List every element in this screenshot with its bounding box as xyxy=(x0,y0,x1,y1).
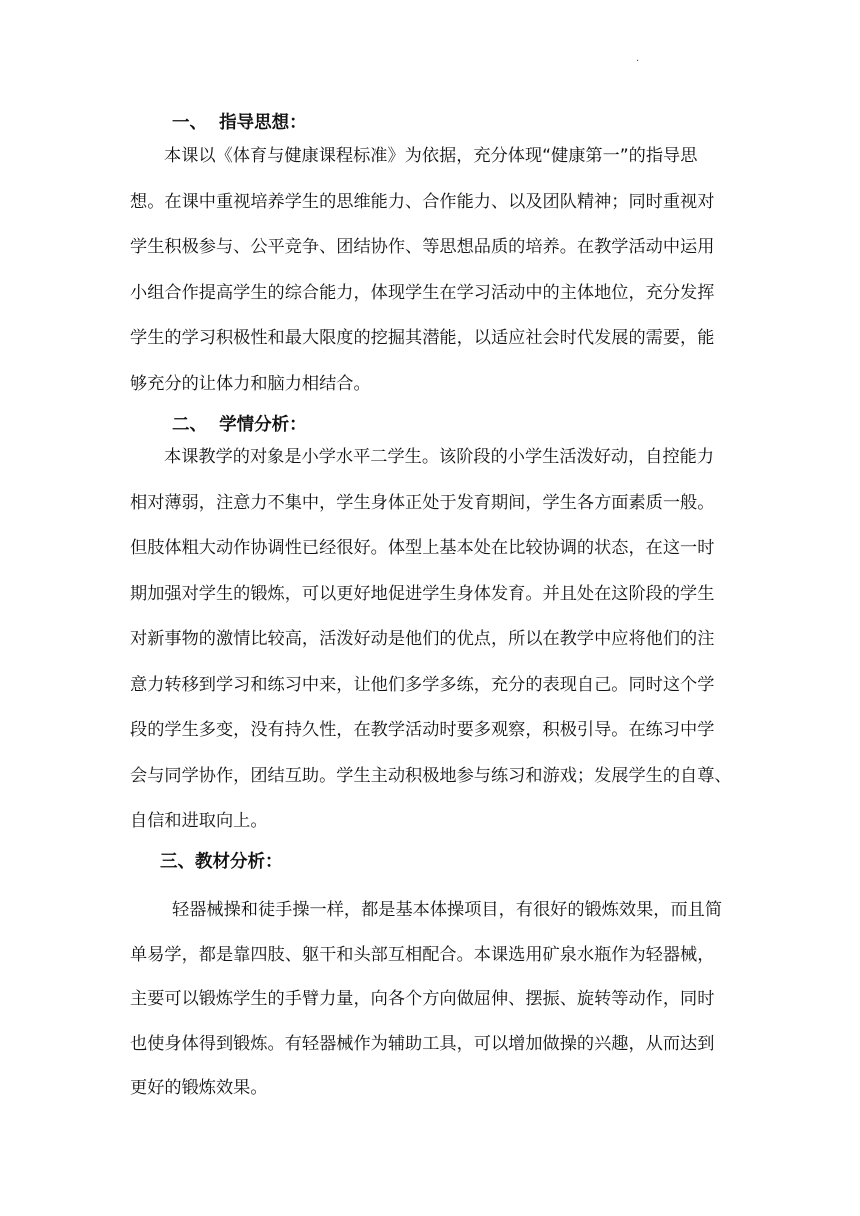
text-line: 够充分的让体力和脑力相结合。 xyxy=(130,373,371,394)
text-line: 期加强对学生的锻炼，可以更好地促进学生身体发育。并且处在这阶段的学生 xyxy=(130,583,715,604)
text-line: 相对薄弱，注意力不集中，学生身体正处于发育期间，学生各方面素质一般。 xyxy=(130,492,715,513)
text-line: 本课以《体育与健康课程标准》为依据，充分体现“健康第一”的指导思 xyxy=(164,146,698,166)
text-line: 自信和进取向上。 xyxy=(130,811,268,831)
section-body-material-analysis xyxy=(130,888,740,1111)
text-line: 小组合作提高学生的综合能力，体现学生在学习活动中的主体地位，充分发挥 xyxy=(130,282,715,303)
text-line: 段的学生多变，没有持久性，在教学活动时要多观察，积极引导。在练习中学 xyxy=(130,720,715,740)
page-marker: · xyxy=(636,56,640,67)
text-line: 主要可以锻炼学生的手臂力量，向各个方向做屈伸、摆振、旋转等动作，同时 xyxy=(130,989,715,1009)
text-line: 本课教学的对象是小学水平二学生。该阶段的小学生活泼好动，自控能力 xyxy=(164,447,715,467)
text-line: 更好的锻炼效果。 xyxy=(130,1078,268,1098)
text-line: 学生积极参与、公平竞争、团结协作、等思想品质的培养。在教学活动中运用 xyxy=(130,237,715,257)
section-body-guiding-ideology xyxy=(130,134,740,407)
text-line: 但肢体粗大动作协调性已经很好。体型上基本处在比较协调的状态，在这一时 xyxy=(130,538,715,558)
text-line: 轻器械操和徒手操一样，都是基本体操项目，有很好的锻炼效果，而且简 xyxy=(172,900,723,920)
section-heading-learner-analysis: 二、 学情分析： xyxy=(172,415,307,435)
text-line: 意力转移到学习和练习中来，让他们多学多练，充分的表现自己。同时这个学 xyxy=(130,674,715,695)
section-heading-material-analysis: 三、教材分析： xyxy=(160,852,283,872)
text-line: 会与同学协作，团结互助。学生主动积极地参与练习和游戏；发展学生的自尊、 xyxy=(130,765,732,786)
text-line: 学生的学习积极性和最大限度的挖掘其潜能，以适应社会时代发展的需要，能 xyxy=(130,328,715,348)
text-line: 也使身体得到锻炼。有轻器械作为辅助工具，可以增加做操的兴趣，从而达到 xyxy=(130,1033,715,1054)
section-heading-guiding-ideology: 一、 指导思想： xyxy=(172,113,307,133)
section-body-learner-analysis xyxy=(130,435,740,845)
text-line: 对新事物的激情比较高，活泼好动是他们的优点，所以在教学中应将他们的注 xyxy=(130,629,715,649)
text-line: 单易学，都是靠四肢、躯干和头部互相配合。本课选用矿泉水瓶作为轻器械， xyxy=(130,944,715,965)
text-line: 想。在课中重视培养学生的思维能力、合作能力、以及团队精神；同时重视对 xyxy=(130,191,715,212)
